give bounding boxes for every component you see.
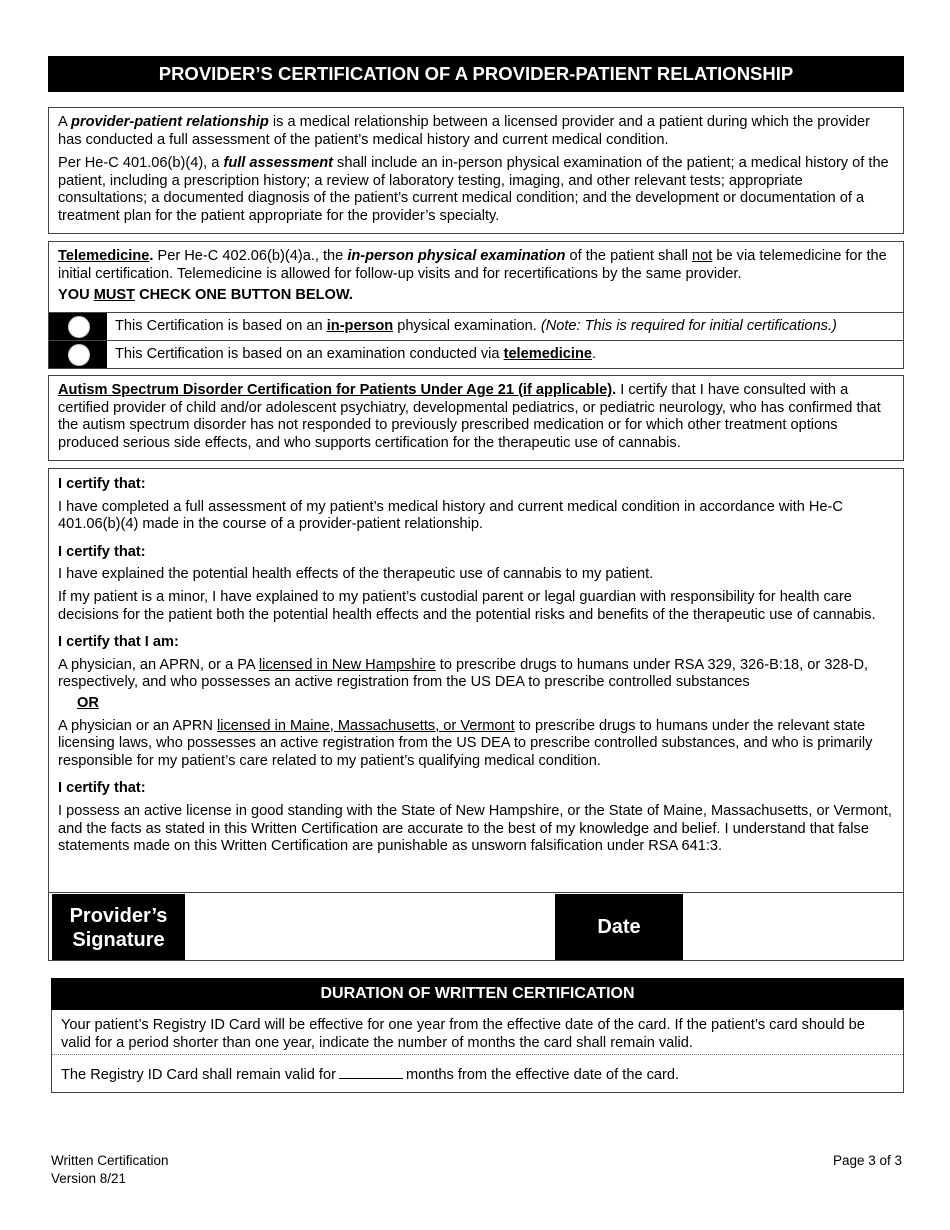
page-title: PROVIDER’S CERTIFICATION OF A PROVIDER-PATIENT RELATIONSHIP: [48, 56, 904, 92]
telemedicine-box: [48, 241, 904, 369]
telemedicine-text: Telemedicine. Per He-C 402.06(b)(4)a., the in-person physical examination of the patient shall not be via telemedicine for the initial certification. Telemedicine is allowed for follow-up visits and for recertifications by the same provider.: [58, 248, 887, 282]
certify-nh-license-text: A physician, an APRN, or a PA licensed in New Hampshire to prescribe drugs to humans under RSA 329, 326-B:18, or 328-D, respectively, and who possesses an active registration from the US DEA to prescribe controlled substances: [58, 656, 869, 691]
definition-full-assessment: Per He-C 401.06(b)(4), a full assessment shall include an in-person physical examination of the patient; a medical history of the patient, including a prescription history; a review of laboratory testing, imaging, and other relevant tests; appropriate consultations; a documented diagnosis of the patient’s current medical condition; and the development or documentation of a treatment plan for the patient appropriate for the provider’s specialty.: [58, 155, 889, 224]
certify-license-standing-text: I possess an active license in good standing with the State of New Hampshire, or the State of Maine, Massachusetts, or Vermont, and the facts as stated in this Written Certification are accurate to the best of my knowledge and belief. I understand that false statements made on this Written Certification are punishable as unsworn falsification under RSA 641:3.: [58, 802, 892, 855]
certify-assessment-text: I have completed a full assessment of my patient’s medical history and current medical condition in accordance with He-C 401.06(b)(4) made in the course of a provider-patient relationship.: [58, 498, 843, 533]
date-label: Date: [555, 894, 683, 960]
duration-months-sentence: The Registry ID Card shall remain valid for months from the effective date of the card.: [61, 1067, 680, 1083]
definition-provider-patient-relationship: A provider-patient relationship is a medical relationship between a licensed provider and a patient during which the provider has conducted a full assessment of the patient’s medical history and current medical condition.: [58, 114, 870, 148]
autism-certification-text: Autism Spectrum Disorder Certification for Patients Under Age 21 (if applicable). I certify that I have consulted with a certified provider of child and/or adolescent psychiatry, developmental pediatrics, or pediatric neurology, who has confirmed that the autism spectrum disorder has not responded to previously prescribed medication or for which other treatment options produced serious side effects, and who supports certification for the therapeutic use of cannabis.: [58, 382, 881, 451]
duration-title: DURATION OF WRITTEN CERTIFICATION: [51, 978, 904, 1010]
certify-minor-text: If my patient is a minor, I have explained to my patient’s custodial parent or legal guardian with responsibility for health care decisions for the patient both the potential health effects and the potential risks and benefits of the therapeutic use of cannabis.: [58, 588, 876, 623]
certify-heading-2: I certify that:: [58, 543, 146, 560]
certify-heading-3: I certify that I am:: [58, 634, 179, 651]
in-person-option-label: This Certification is based on an in-person physical examination. (Note: This is required for initial certifications.): [115, 318, 837, 334]
option-in-person-row: [49, 312, 903, 340]
autism-certification-box: [48, 375, 904, 461]
certify-heading-4: I certify that:: [58, 780, 146, 797]
or-separator: OR: [77, 694, 99, 711]
in-person-radio-button[interactable]: [68, 316, 90, 338]
telemedicine-option-label: This Certification is based on an examination conducted via telemedicine.: [115, 346, 597, 362]
provider-signature-label: Provider’s Signature: [52, 894, 185, 960]
page-number: Page 3 of 3: [832, 1153, 902, 1168]
duration-explanation: Your patient’s Registry ID Card will be effective for one year from the effective date of the card. If the patient’s card should be valid for a period shorter than one year, indicate the number of months the card shall remain valid.: [61, 1017, 865, 1051]
duration-box: [51, 1010, 904, 1093]
date-field[interactable]: [684, 893, 903, 960]
months-input-blank[interactable]: [339, 1065, 403, 1079]
option-telemedicine-row: [49, 340, 903, 368]
telemedicine-radio-button[interactable]: [68, 344, 90, 366]
certify-other-state-license-text: A physician or an APRN licensed in Maine, Massachusetts, or Vermont to prescribe drugs to humans under the relevant state licensing laws, who possesses an active registration from the US DEA to prescribe controlled substances, and who is primarily responsible for my patient’s care related to my patient’s qualifying medical condition.: [58, 717, 873, 769]
provider-signature-field[interactable]: [187, 893, 554, 960]
definitions-box: [48, 107, 904, 234]
footer-document-info: Written Certification Version 8/21: [51, 1153, 169, 1186]
certifications-box: [48, 468, 904, 892]
certify-heading-1: I certify that:: [58, 476, 146, 492]
signature-row: [48, 892, 904, 961]
must-check-instruction: YOU MUST CHECK ONE BUTTON BELOW.: [58, 287, 353, 304]
duration-divider: [52, 1054, 903, 1055]
certify-explained-text: I have explained the potential health effects of the therapeutic use of cannabis to my patient.: [58, 566, 654, 583]
